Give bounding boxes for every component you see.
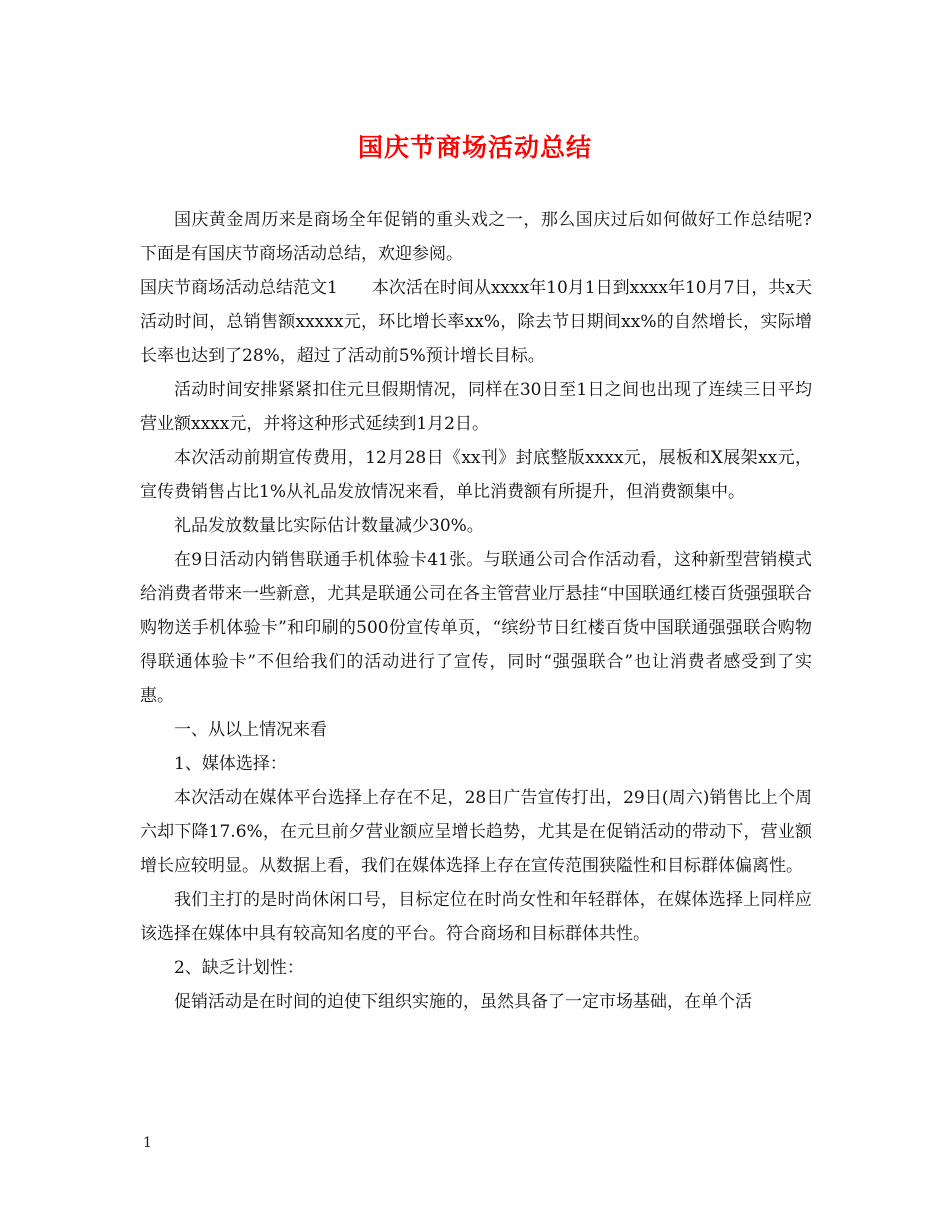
paragraph-promotion-cost: 本次活动前期宣传费用，12月28日《xx刊》封底整版xxxx元，展板和X展架xx元，宣传费销售占比1%从礼品发放情况来看，单比消费额有所提升，但消费额集中。	[140, 448, 812, 502]
subheading-planning: 2、缺乏计划性：	[174, 958, 304, 978]
page-number: 1	[143, 1135, 152, 1151]
document-body	[140, 203, 812, 1019]
paragraph-schedule: 活动时间安排紧紧扣住元旦假期情况，同样在30日至1日之间也出现了连续三日平均营业额xxxx元，并将这种形式延续到1月2日。	[140, 380, 812, 434]
section-heading-overview: 一、从以上情况来看	[174, 720, 327, 740]
paragraph-media: 本次活动在媒体平台选择上存在不足，28日广告宣传打出，29日(周六)销售比上个周六却下降17.6%，在元旦前夕营业额应呈增长趋势，尤其是在促销活动的带动下，营业额增长应较明显。从数据上看，我们在媒体选择上存在宣传范围狭隘性和目标群体偏离性。	[140, 788, 812, 876]
document-title: 国庆节商场活动总结	[357, 133, 592, 162]
paragraph-sample-heading: 国庆节商场活动总结范文1 本次活在时间从xxxx年10月1日到xxxx年10月7日，共x天活动时间，总销售额xxxxx元，环比增长率xx%，除去节日期间xx%的自然增长，实际增长率也达到了28%，超过了活动前5%预计增长目标。	[140, 278, 812, 366]
subheading-media: 1、媒体选择：	[174, 754, 287, 774]
paragraph-unicom: 在9日活动内销售联通手机体验卡41张。与联通公司合作活动看，这种新型营销模式给消费者带来一些新意，尤其是联通公司在各主管营业厅悬挂“中国联通红楼百货强强联合购物送手机体验卡”和印刷的500份宣传单页，“缤纷节日红楼百货中国联通强强联合购物得联通体验卡”不但给我们的活动进行了宣传，同时“强强联合”也让消费者感受到了实惠。	[140, 550, 812, 706]
paragraph-gifts: 礼品发放数量比实际估计数量减少30%。	[174, 516, 484, 536]
paragraph-planning: 促销活动是在时间的迫使下组织实施的，虽然具备了一定市场基础，在单个活	[174, 992, 752, 1012]
paragraph-intro: 国庆黄金周历来是商场全年促销的重头戏之一，那么国庆过后如何做好工作总结呢?下面是有国庆节商场活动总结，欢迎参阅。	[140, 210, 812, 264]
paragraph-target-audience: 我们主打的是时尚休闲口号，目标定位在时尚女性和年轻群体，在媒体选择上同样应该选择在媒体中具有较高知名度的平台。符合商场和目标群体共性。	[140, 890, 812, 944]
